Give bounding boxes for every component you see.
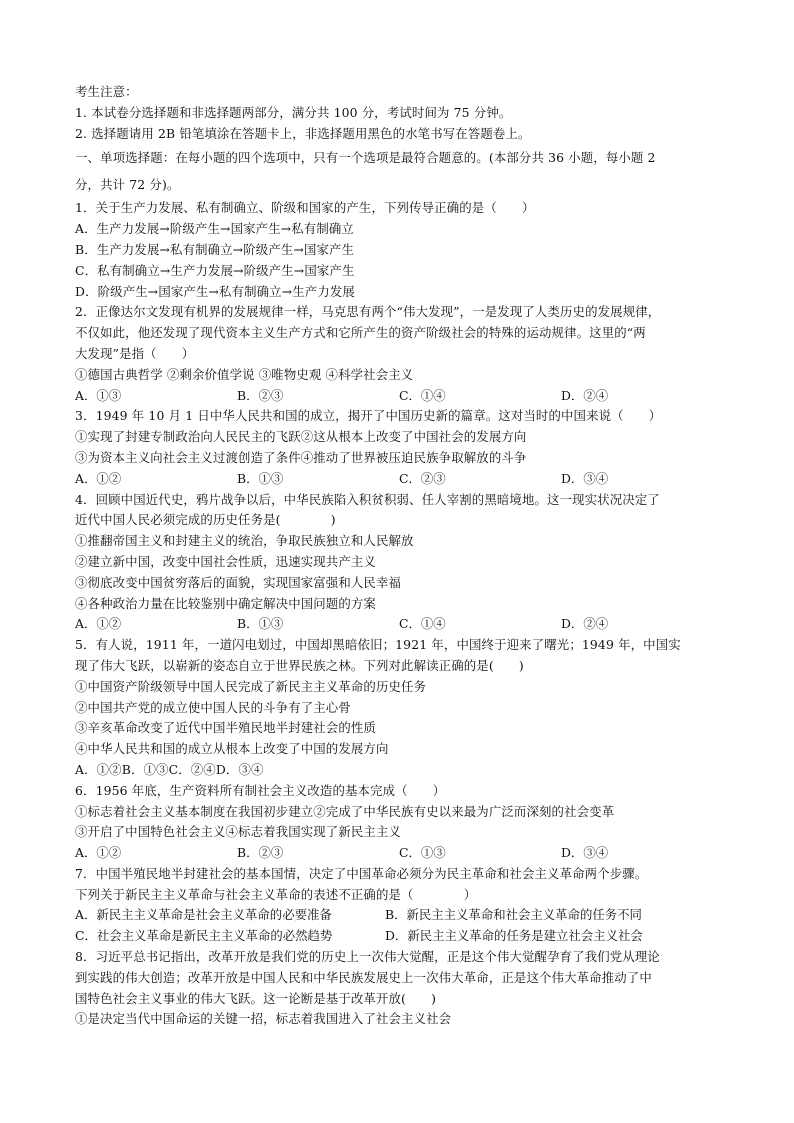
question-2-stem: 不仅如此，他还发现了现代资本主义生产方式和它所产生的资产阶级社会的特殊的运动规律。这里的“两 bbox=[75, 325, 646, 341]
question-3-statement: ①实现了封建专制政治向人民民主的飞跃②这从根本上改变了中国社会的发展方向 bbox=[75, 429, 527, 445]
question-6-statement: ①标志着社会主义基本制度在我国初步建立②完成了中华民族有史以来最为广泛而深刻的社会变革 bbox=[75, 803, 615, 819]
question-5-statement: ②中国共产党的成立使中国人民的斗争有了主心骨 bbox=[75, 699, 351, 715]
question-1-option-a: A．生产力发展→阶级产生→国家产生→私有制确立 bbox=[75, 221, 354, 237]
option-d: D．新民主主义革命的任务是建立社会主义社会 bbox=[385, 928, 643, 944]
option-b: B．①③ bbox=[237, 470, 284, 486]
notice-item: 2. 选择题请用 2B 铅笔填涂在答题卡上，非选择题用黑色的水笔书写在答题卷上。 bbox=[75, 125, 531, 141]
option-c: C．①④ bbox=[399, 387, 446, 403]
question-4-stem: 4．回顾中国近代史，鸦片战争以后，中华民族陷入积贫积弱、任人宰割的黑暗境地。这一现实状况决定了 bbox=[75, 491, 660, 507]
option-d: D．②④ bbox=[561, 387, 609, 403]
question-1-option-d: D．阶级产生→国家产生→私有制确立→生产力发展 bbox=[75, 283, 355, 299]
question-6-options bbox=[75, 843, 735, 864]
notice-title: 考生注意： bbox=[75, 84, 138, 99]
option-c: C．社会主义革命是新民主主义革命的必然趋势 bbox=[75, 928, 333, 944]
question-1-stem: 1．关于生产力发展、私有制确立、阶级和国家的产生，下列传导正确的是（ ） bbox=[75, 200, 535, 216]
question-1-option-b: B．生产力发展→私有制确立→阶级产生→国家产生 bbox=[75, 241, 355, 257]
question-4-statement: ③彻底改变中国贫穷落后的面貌，实现国家富强和人民幸福 bbox=[75, 574, 402, 590]
option-b: B．②③ bbox=[237, 387, 284, 403]
option-b: B．②③ bbox=[237, 845, 284, 861]
question-5-statement: ③辛亥革命改变了近代中国半殖民地半封建社会的性质 bbox=[75, 720, 376, 736]
question-8-stem: 8．习近平总书记指出，改革开放是我们党的历史上一次伟大觉醒，正是这个伟大觉醒孕育了我们党从理论 bbox=[75, 949, 660, 965]
question-7-stem: 7．中国半殖民地半封建社会的基本国情，决定了中国革命必须分为民主革命和社会主义革命两个步骤。 bbox=[75, 865, 648, 881]
question-4-statement: ②建立新中国，改变中国社会性质，迅速实现共产主义 bbox=[75, 553, 376, 569]
question-7-options-cd bbox=[75, 926, 735, 947]
exam-page bbox=[75, 82, 735, 1030]
question-6-stem: 6．1956 年底，生产资料所有制社会主义改造的基本完成（ ） bbox=[75, 782, 446, 798]
question-7-stem: 下列关于新民主主义革命与社会主义革命的表述不正确的是（ ） bbox=[75, 886, 477, 902]
option-b: B．新民主主义革命和社会主义革命的任务不同 bbox=[385, 907, 642, 923]
section-heading-cont: 分，共计 72 分)。 bbox=[75, 177, 180, 193]
section-heading: 一、单项选择题：在每小题的四个选项中，只有一个选项是最符合题意的。(本部分共 36 小题，每小题 2 bbox=[75, 150, 656, 166]
option-c: C．②③ bbox=[399, 470, 446, 486]
question-1-option-c: C．私有制确立→生产力发展→阶级产生→国家产生 bbox=[75, 262, 355, 278]
notice-item: 1. 本试卷分选择题和非选择题两部分，满分共 100 分，考试时间为 75 分钟。 bbox=[75, 104, 512, 120]
question-3-options bbox=[75, 469, 735, 490]
question-5-statement: ①中国资产阶级领导中国人民完成了新民主主义革命的历史任务 bbox=[75, 678, 427, 694]
option-c: C．①④ bbox=[399, 616, 446, 632]
question-3-stem: 3．1949 年 10 月 1 日中华人民共和国的成立，揭开了中国历史新的篇章。这对当时的中国来说（ ） bbox=[75, 408, 662, 424]
question-2-statements: ①德国古典哲学 ②剩余价值学说 ③唯物史观 ④科学社会主义 bbox=[75, 366, 414, 382]
question-4-statement: ④各种政治力量在比较鉴别中确定解决中国问题的方案 bbox=[75, 595, 376, 611]
option-c: C．①③ bbox=[399, 845, 446, 861]
question-5-options: A．①②B．①③C．②④D．③④ bbox=[75, 761, 264, 777]
question-2-options bbox=[75, 386, 735, 407]
question-5-stem: 现了伟大飞跃，以崭新的姿态自立于世界民族之林。下列对此解读正确的是( ) bbox=[75, 657, 524, 673]
option-d: D．②④ bbox=[561, 616, 609, 632]
question-4-options bbox=[75, 614, 735, 635]
question-4-statement: ①推翻帝国主义和封建主义的统治，争取民族独立和人民解放 bbox=[75, 533, 414, 549]
question-5-stem: 5．有人说，1911 年，一道闪电划过，中国却黑暗依旧；1921 年，中国终于迎来了曙光；1949 年，中国实 bbox=[75, 637, 681, 653]
option-b: B．①③ bbox=[237, 616, 284, 632]
question-4-stem: 近代中国人民必须完成的历史任务是( ) bbox=[75, 512, 336, 528]
option-a: A．①③ bbox=[75, 387, 122, 403]
question-8-statement: ①是决定当代中国命运的关键一招，标志着我国进入了社会主义社会 bbox=[75, 1011, 452, 1027]
option-d: D．③④ bbox=[561, 845, 609, 861]
option-a: A．①② bbox=[75, 845, 122, 861]
option-a: A．新民主主义革命是社会主义革命的必要准备 bbox=[75, 907, 332, 923]
question-7-options-ab bbox=[75, 905, 735, 926]
question-6-statement: ③开启了中国特色社会主义④标志着我国实现了新民主主义 bbox=[75, 824, 402, 840]
option-a: A．①② bbox=[75, 616, 122, 632]
question-8-stem: 国特色社会主义事业的伟大飞跃。这一论断是基于改革开放( ) bbox=[75, 990, 437, 1006]
question-5-statement: ④中华人民共和国的成立从根本上改变了中国的发展方向 bbox=[75, 741, 389, 757]
question-2-stem: 2．正像达尔文发现有机界的发展规律一样，马克思有两个“伟大发现”，一是发现了人类历史的发展规律， bbox=[75, 304, 661, 320]
question-8-stem: 到实践的伟大创造；改革开放是中国人民和中华民族发展史上一次伟大革命，正是这个伟大革命推动了中 bbox=[75, 969, 652, 985]
option-a: A．①② bbox=[75, 470, 122, 486]
question-3-statement: ③为资本主义向社会主义过渡创造了条件④推动了世界被压迫民族争取解放的斗争 bbox=[75, 449, 527, 465]
option-d: D．③④ bbox=[561, 470, 609, 486]
question-2-stem: 大发现”是指（ ） bbox=[75, 345, 195, 361]
